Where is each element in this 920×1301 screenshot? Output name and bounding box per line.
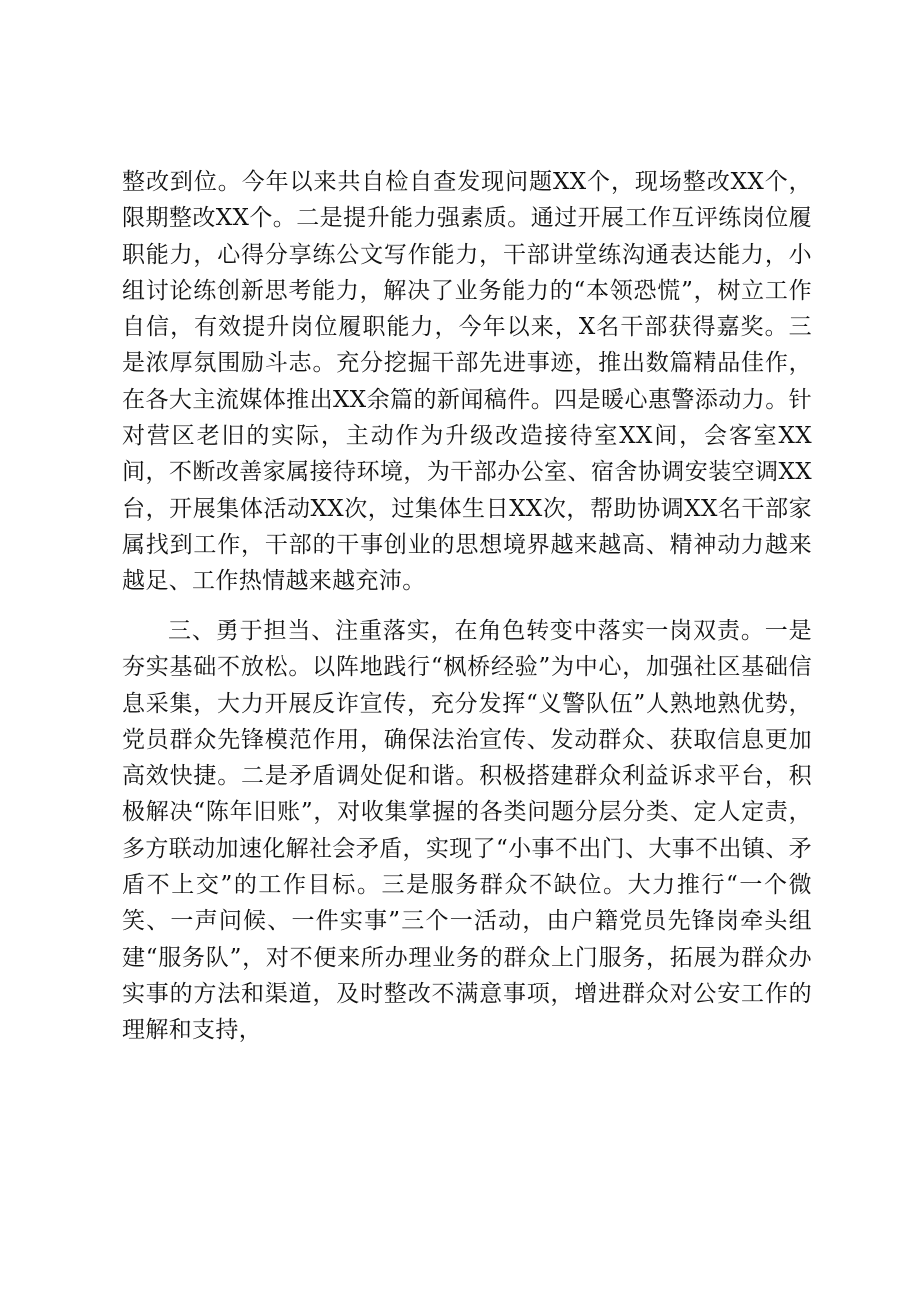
body-paragraph-1: 整改到位。今年以来共自检自查发现问题XX个，现场整改XX个，限期整改XX个。二是提升能力强素质。通过开展工作互评练岗位履职能力，心得分享练公文写作能力，干部讲堂练沟通表达能力，小组讨论练创新思考能力，解决了业务能力的“本领恐慌”，树立工作自信，有效提升岗位履职能力，今年以来，X名干部获得嘉奖。三是浓厚氛围励斗志。充分挖掘干部先进事迹，推出数篇精品佳作，在各大主流媒体推出XX余篇的新闻稿件。四是暖心惠警添动力。针对营区老旧的实际，主动作为升级改造接待室XX间，会客室XX间，不断改善家属接待环境，为干部办公室、宿舍协调安装空调XX台，开展集体活动XX次，过集体生日XX次，帮助协调XX名干部家属找到工作，干部的干事创业的思想境界越来越高、精神动力越来越足、工作热情越来越充沛。 bbox=[122, 169, 812, 595]
body-paragraph-2: 三、勇于担当、注重落实，在角色转变中落实一岗双责。一是夯实基础不放松。以阵地践行“枫桥经验”为中心，加强社区基础信息采集，大力开展反诈宣传，充分发挥“义警队伍”人熟地熟优势，党员群众先锋模范作用，确保法治宣传、发动群众、获取信息更加高效快捷。二是矛盾调处促和谐。积极搭建群众利益诉求平台，积极解决“陈年旧账”，对收集掌握的各类问题分层分类、定人定责，多方联动加速化解社会矛盾，实现了“小事不出门、大事不出镇、矛盾不上交”的工作目标。三是服务群众不缺位。大力推行“一个微笑、一声问候、一件实事”三个一活动，由户籍党员先锋岗牵头组建“服务队”，对不便来所办理业务的群众上门服务，拓展为群众办实事的方法和渠道，及时整改不满意事项，增进群众对公安工作的理解和支持， bbox=[122, 618, 812, 1044]
